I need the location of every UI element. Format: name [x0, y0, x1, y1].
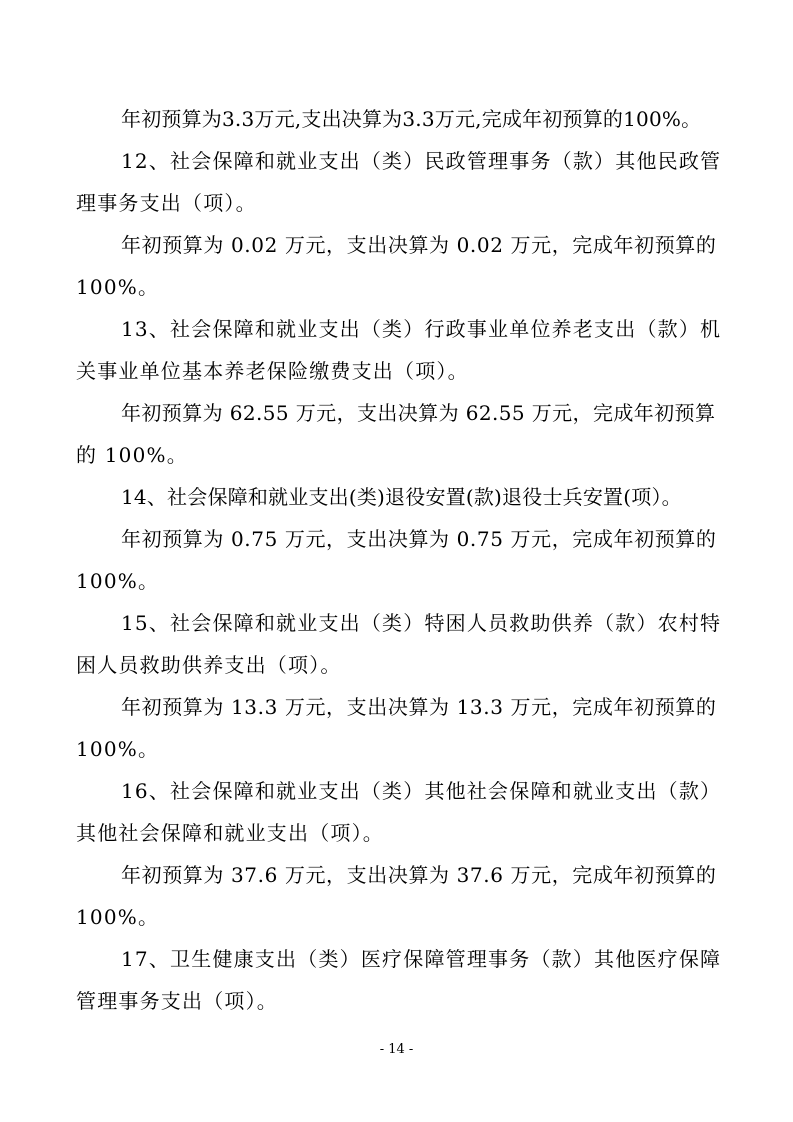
paragraph-16-budget-line-2: 100%。	[76, 905, 160, 929]
paragraph-13-budget-line-1: 年初预算为 62.55 万元，支出决算为 62.55 万元，完成年初预算	[121, 401, 716, 425]
paragraph-16-title-line-1: 16、社会保障和就业支出（类）其他社会保障和就业支出（款）	[121, 779, 722, 803]
paragraph-14-budget-line-1: 年初预算为 0.75 万元，支出决算为 0.75 万元，完成年初预算的	[121, 527, 717, 551]
paragraph-16-budget-line-1: 年初预算为 37.6 万元，支出决算为 37.6 万元，完成年初预算的	[121, 863, 717, 887]
paragraph-17-title-line-2: 管理事务支出（项）。	[76, 989, 278, 1013]
paragraph-16-title-line-2: 其他社会保障和就业支出（项）。	[76, 821, 384, 845]
paragraph-14-title: 14、社会保障和就业支出(类)退役安置(款)退役士兵安置(项）。	[121, 485, 682, 509]
paragraph-15-budget-line-2: 100%。	[76, 737, 160, 761]
paragraph-12-budget-line-2: 100%。	[76, 275, 160, 299]
paragraph-17-title-line-1: 17、卫生健康支出（类）医疗保障管理事务（款）其他医疗保障	[121, 947, 722, 971]
paragraph-13-title-line-2: 关事业单位基本养老保险缴费支出（项）。	[76, 359, 469, 383]
paragraph-15-budget-line-1: 年初预算为 13.3 万元，支出决算为 13.3 万元，完成年初预算的	[121, 695, 717, 719]
paragraph-15-title-line-1: 15、社会保障和就业支出（类）特困人员救助供养（款）农村特	[121, 611, 722, 635]
paragraph-15-title-line-2: 困人员救助供养支出（项）。	[76, 653, 342, 677]
page-number: - 14 -	[379, 1042, 414, 1057]
paragraph-13-budget-line-2: 的 100%。	[76, 443, 188, 467]
paragraph-12-title-line-1: 12、社会保障和就业支出（类）民政管理事务（款）其他民政管	[121, 149, 722, 173]
paragraph-13-title-line-1: 13、社会保障和就业支出（类）行政事业单位养老支出（款）机	[121, 317, 722, 341]
paragraph-11-budget: 年初预算为3.3万元,支出决算为3.3万元,完成年初预算的100%。	[121, 107, 702, 131]
paragraph-12-budget-line-1: 年初预算为 0.02 万元，支出决算为 0.02 万元，完成年初预算的	[121, 233, 717, 257]
paragraph-14-budget-line-2: 100%。	[76, 569, 160, 593]
paragraph-12-title-line-2: 理事务支出（项）。	[76, 191, 257, 215]
